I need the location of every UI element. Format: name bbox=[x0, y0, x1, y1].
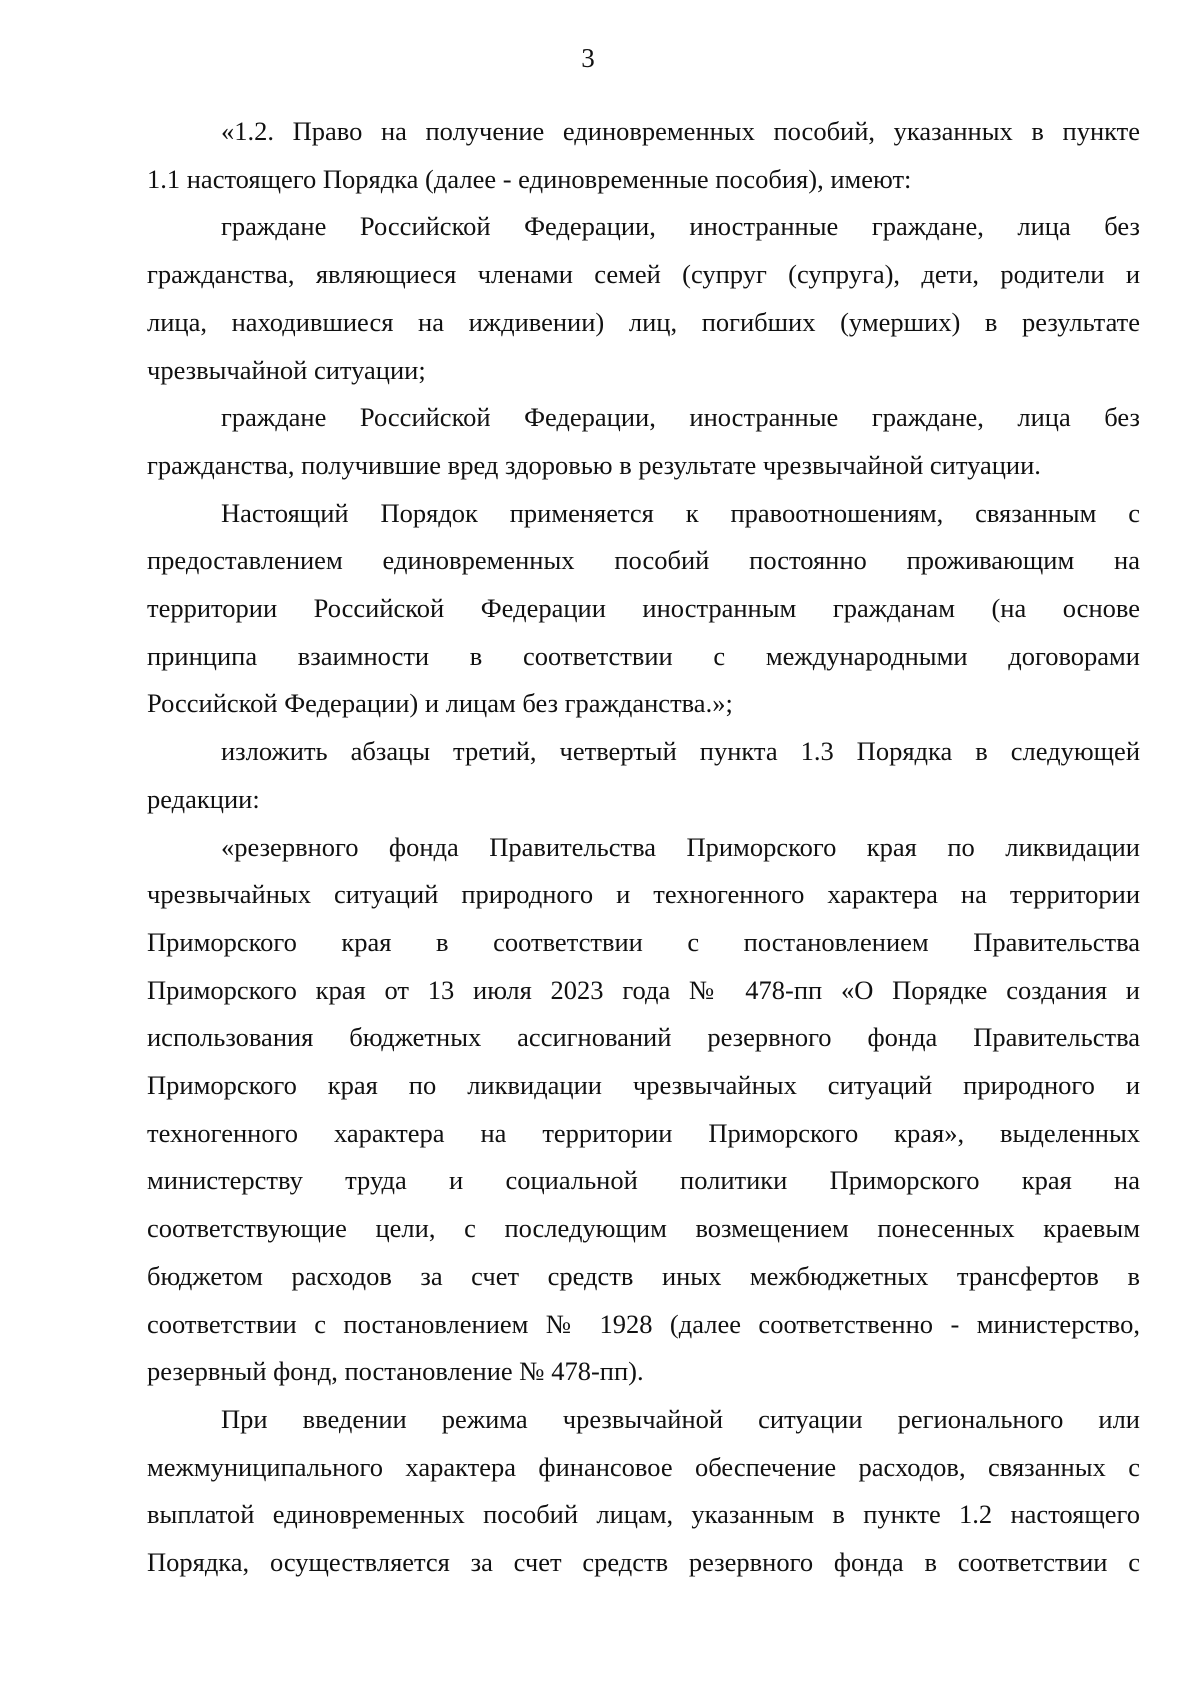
text-line: принципа взаимности в соответствии с международными договорами bbox=[147, 640, 1140, 671]
text-line: «резервного фонда Правительства Приморского края по ликвидации bbox=[221, 831, 1140, 862]
text-line: чрезвычайных ситуаций природного и техногенного характера на территории bbox=[147, 879, 1140, 910]
paragraph-1-2 bbox=[147, 108, 1140, 203]
text-line: бюджетом расходов за счет средств иных межбюджетных трансфертов в bbox=[147, 1260, 1140, 1291]
text-line: граждане Российской Федерации, иностранные граждане, лица без bbox=[221, 211, 1140, 242]
text-line: соответствующие цели, с последующим возмещением понесенных краевым bbox=[147, 1213, 1140, 1244]
text-line: соответствии с постановлением № 1928 (далее соответственно - министерство, bbox=[147, 1308, 1140, 1339]
text-line: лица, находившиеся на иждивении) лиц, погибших (умерших) в результате bbox=[147, 306, 1140, 337]
text-line: изложить абзацы третий, четвертый пункта 1.3 Порядка в следующей bbox=[221, 736, 1140, 767]
text-line: использования бюджетных ассигнований резервного фонда Правительства bbox=[147, 1022, 1140, 1053]
text-line: министерству труда и социальной политики Приморского края на bbox=[147, 1165, 1140, 1196]
text-line: Порядка, осуществляется за счет средств резервного фонда в соответствии с bbox=[147, 1547, 1140, 1578]
text-line: граждане Российской Федерации, иностранные граждане, лица без bbox=[221, 402, 1140, 433]
text-line: территории Российской Федерации иностранным гражданам (на основе bbox=[147, 593, 1140, 624]
text-line: гражданства, являющиеся членами семей (супруг (супруга), дети, родители и bbox=[147, 259, 1140, 290]
text-line: техногенного характера на территории Приморского края», выделенных bbox=[147, 1117, 1140, 1148]
paragraph-reserve-fund bbox=[147, 824, 1140, 1396]
text-line: «1.2. Право на получение единовременных пособий, указанных в пункте bbox=[221, 116, 1140, 146]
text-line: выплатой единовременных пособий лицам, указанным в пункте 1.2 настоящего bbox=[147, 1499, 1140, 1530]
text-line: Приморского края в соответствии с постановлением Правительства bbox=[147, 926, 1140, 957]
paragraph-emergency-regime bbox=[147, 1396, 1140, 1587]
text-line: гражданства, получившие вред здоровью в результате чрезвычайной ситуации. bbox=[147, 449, 1041, 480]
text-line: 1.1 настоящего Порядка (далее - единовременные пособия), имеют: bbox=[147, 163, 912, 194]
paragraph-amendment-instruction bbox=[147, 728, 1140, 823]
text-line: редакции: bbox=[147, 783, 260, 814]
paragraph-scope bbox=[147, 490, 1140, 729]
text-line: Приморского края от 13 июля 2023 года № 478-пп «О Порядке создания и bbox=[147, 974, 1140, 1005]
text-line: Приморского края по ликвидации чрезвычайных ситуаций природного и bbox=[147, 1070, 1140, 1101]
text-line: Российской Федерации) и лицам без гражданства.»; bbox=[147, 688, 733, 719]
text-line: предоставлением единовременных пособий постоянно проживающим на bbox=[147, 545, 1140, 576]
page-number: 3 bbox=[581, 43, 595, 73]
paragraph-health-harm bbox=[147, 394, 1140, 489]
text-line: межмуниципального характера финансовое обеспечение расходов, связанных с bbox=[147, 1451, 1140, 1482]
text-line: Настоящий Порядок применяется к правоотношениям, связанным с bbox=[221, 497, 1140, 528]
text-line: При введении режима чрезвычайной ситуации регионального или bbox=[221, 1403, 1140, 1434]
text-line: резервный фонд, постановление № 478-пп). bbox=[147, 1356, 644, 1387]
paragraph-family-members bbox=[147, 203, 1140, 394]
document-body bbox=[147, 108, 1140, 1587]
text-line: чрезвычайной ситуации; bbox=[147, 354, 426, 385]
